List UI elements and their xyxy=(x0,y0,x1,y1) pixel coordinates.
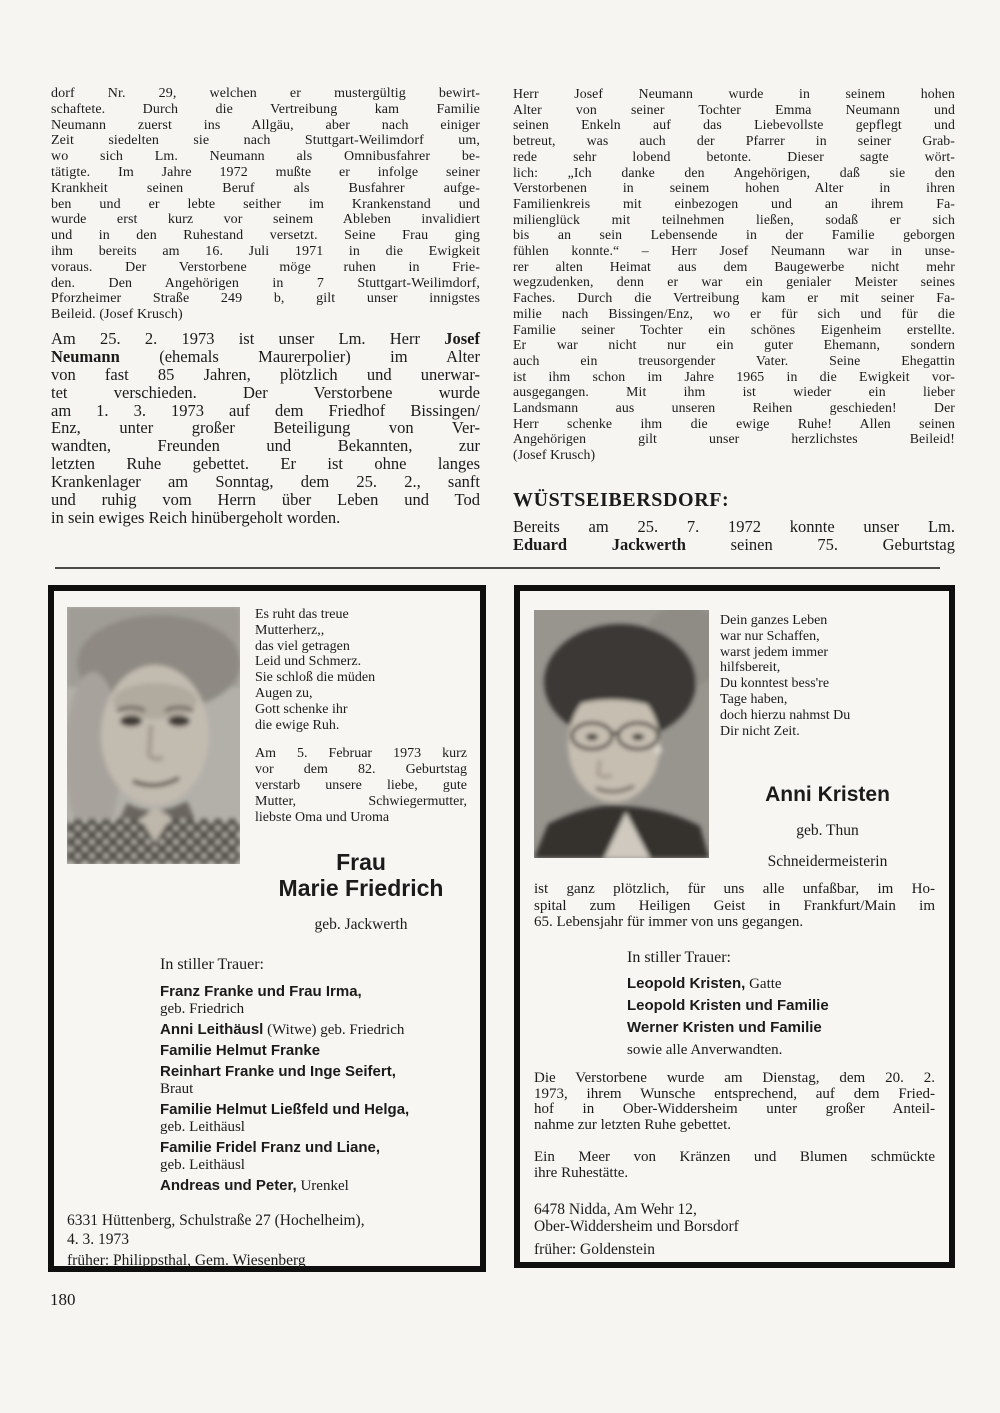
verse-line: warst jedem immer xyxy=(720,644,829,660)
mourner-name-line xyxy=(160,983,467,1001)
text-line: auch ein treusorgender Vater. Seine Ehegattin xyxy=(513,352,955,368)
verse-line: Es ruht das treue xyxy=(255,607,349,622)
article-column-right xyxy=(513,86,955,554)
text-line: verstarb unsere liebe, gute xyxy=(255,777,467,793)
text-line: Angehörigen gilt unser herzlichstes Beileid! xyxy=(513,431,955,447)
text-line: in sein ewiges Reich hinübergeholt worden. xyxy=(51,508,341,528)
paragraph-neumann-obit-2 xyxy=(51,330,480,527)
text-line: seinen Enkeln auf das Liebevollste gepflegt und xyxy=(513,117,955,133)
paragraph-continuation xyxy=(51,366,480,527)
text-line: Ein Meer von Kränzen und Blumen schmückte xyxy=(534,1148,935,1165)
mourner-entry xyxy=(160,1042,467,1060)
text-line: Beileid. (Josef Krusch) xyxy=(51,307,183,323)
text-line: ben und er lebte seither im Krankenstand und xyxy=(51,196,480,212)
mourner-entry xyxy=(627,997,935,1015)
article-column-left xyxy=(51,86,480,527)
mourner-subline: geb. Leithäusl xyxy=(160,1157,245,1174)
death-notice-marie-friedrich xyxy=(48,585,486,1272)
text-line: letzten Ruhe gebettet. Er ist ohne langes xyxy=(51,454,480,474)
mourner-entry xyxy=(627,1041,935,1059)
text-line: rede sehr lobend betonte. Dieser sagte wört- xyxy=(513,148,955,164)
text-line: Faches. Durch die Vertreibung kam er mit seiner Fa- xyxy=(513,290,955,306)
address-line: Ober-Widdersheim und Borsdorf xyxy=(534,1218,739,1236)
text-line: lich: „Ich danke den Angehörigen, daß sie den xyxy=(513,164,955,180)
text-segment: Am 25. 2. 1973 ist unser Lm. Herr xyxy=(51,328,445,348)
text-line: von fast 85 Jahren, plötzlich und unerwar- xyxy=(51,364,480,384)
horizontal-divider xyxy=(55,567,940,569)
verse-line: Gott schenke ihr xyxy=(255,701,348,717)
mourner-entry xyxy=(627,975,935,993)
mourner-entry xyxy=(160,1101,467,1136)
mourner-name: Familie Fridel Franz und Liane, xyxy=(160,1139,381,1157)
deceased-birth-name: geb. Thun xyxy=(796,822,859,840)
mourner-name-line xyxy=(627,1019,935,1037)
section-heading-wuestseibersdorf: WÜSTSEIBERSDORF: xyxy=(513,488,730,511)
text-line: Krankheit seinen Beruf als Busfahrer aufge- xyxy=(51,180,480,196)
memorial-verse xyxy=(720,613,935,739)
text-line: ihre Ruhestätte. xyxy=(534,1164,629,1181)
mourner-name: Andreas und Peter, xyxy=(160,1177,297,1195)
address-block xyxy=(534,1201,935,1259)
deceased-birth-name: geb. Jackwerth xyxy=(314,916,408,934)
mourner-subline: Braut xyxy=(160,1081,194,1098)
mourner-name-line xyxy=(627,975,935,993)
verse-line: hilfsbereit, xyxy=(720,660,781,676)
bold-name: Neumann xyxy=(51,346,120,366)
text-line: und in den Ruhestand versetzt. Seine Frau ging xyxy=(51,228,480,244)
verse-line: Dein ganzes Leben xyxy=(720,613,828,628)
text-line: Landsmann aus unseren Reihen geschieden! Der xyxy=(513,400,955,416)
verse-line: die ewige Ruh. xyxy=(255,717,340,733)
memorial-verse xyxy=(255,607,467,733)
text-line: Zeit siedelten sie nach Stuttgart-Weilimdorf um, xyxy=(51,133,480,149)
text-line: ist ganz plötzlich, für uns alle unfaßbar, im Ho- xyxy=(534,881,935,898)
text-line: hof in Ober-Widdersheim unter großer Anteil- xyxy=(534,1101,935,1118)
address-line: früher: Goldenstein xyxy=(534,1240,655,1258)
text-line: tätigte. Im Jahre 1972 mußte er infolge seiner xyxy=(51,164,480,180)
death-announcement-text xyxy=(534,881,935,930)
text-line: rer alten Heimat aus dem Baugewerbe nicht mehr xyxy=(513,258,955,274)
text-line: fühlen konnte.“ – Herr Josef Neumann war in unse- xyxy=(513,243,955,259)
bold-name: Eduard Jackwerth xyxy=(513,534,686,554)
text-line: 1973, ihrem Wunsche entsprechend, auf dem Fried- xyxy=(534,1085,935,1102)
text-line: nahme zur letzten Ruhe gebettet. xyxy=(534,1117,731,1134)
text-line: voraus. Der Verstorbene möge ruhen in Frie- xyxy=(51,259,480,275)
verse-line: Du konntest bess're xyxy=(720,676,830,692)
mourner-entry xyxy=(160,1063,467,1098)
page-number: 180 xyxy=(50,1290,76,1309)
text-line: Krankenlager am Sonntag, dem 25. 2., sanft xyxy=(51,472,480,492)
deceased-profession: Schneidermeisterin xyxy=(767,853,888,871)
verse-line: Tage haben, xyxy=(720,691,788,707)
text-line: Familienkreis mit einbezogen und an ihrem Fa- xyxy=(513,195,955,211)
text-line: Neumann zuerst ins Allgäu, aber nach einiger xyxy=(51,117,480,133)
text-line: wo sich Lm. Neumann als Omnibusfahrer be- xyxy=(51,149,480,165)
death-announcement-text xyxy=(255,746,467,825)
mourning-label: In stiller Trauer: xyxy=(627,949,731,967)
mourner-entry xyxy=(160,983,467,1018)
mourner-name-line xyxy=(160,1139,467,1157)
paragraph-neumann-obit-3 xyxy=(513,86,955,463)
text-line: (Josef Krusch) xyxy=(513,447,596,463)
mourner-name-line xyxy=(160,1177,467,1195)
paragraph-neumann-obit-1 xyxy=(51,86,480,323)
verse-line: Sie schloß die müden xyxy=(255,670,376,686)
verse-and-name-column xyxy=(709,610,935,871)
mourner-entry xyxy=(160,1177,467,1195)
text-line: tet verschieden. Der Verstorbene wurde xyxy=(51,382,480,402)
mourner-name: Leopold Kristen, xyxy=(627,975,746,993)
mourner-name-line xyxy=(627,997,935,1015)
death-notice-anni-kristen xyxy=(514,585,955,1268)
mourner-relation: Urenkel xyxy=(296,1178,349,1195)
text-line: spital zum Heiligen Geist in Frankfurt/Main im xyxy=(534,897,935,914)
text-line: vor dem 82. Geburtstag xyxy=(255,762,467,778)
mourner-name-line xyxy=(160,1042,467,1060)
address-line: 6331 Hüttenberg, Schulstraße 27 (Hochelheim), xyxy=(67,1212,365,1230)
verse-line: das viel getragen xyxy=(255,638,350,654)
text-line: Am 5. Februar 1973 kurz xyxy=(255,746,467,762)
mourner-entry xyxy=(627,1019,935,1037)
text-segment: seinen 75. Geburtstag xyxy=(685,534,955,554)
text-line: Alter von seiner Tochter Emma Neumann und xyxy=(513,101,955,117)
mourner-name: Familie Helmut Franke xyxy=(160,1042,321,1060)
text-line: Mutter, Schwiegermutter, xyxy=(255,793,467,809)
text-line: Herr Josef Neumann wurde in seinem hohen xyxy=(513,86,955,101)
text-line: dorf Nr. 29, welchen er mustergültig bewirt- xyxy=(51,86,480,101)
mourner-name-line xyxy=(160,1063,467,1081)
text-line: liebste Oma und Uroma xyxy=(255,809,390,825)
text-line: wurde erst kurz vor seinem Ableben invalidiert xyxy=(51,212,480,228)
mourners-list xyxy=(160,983,467,1195)
text-line: wandten, Freunden und Bekannten, zur xyxy=(51,436,480,456)
text-line: milienglück mit teilnehmen ließen, sodaß er sich xyxy=(513,211,955,227)
text-line xyxy=(51,330,480,348)
address-line: 4. 3. 1973 xyxy=(67,1231,129,1249)
text-line xyxy=(513,536,955,554)
mourner-name: Familie Helmut Ließfeld und Helga, xyxy=(160,1101,410,1119)
mourners-list xyxy=(627,975,935,1059)
mourner-name: Leopold Kristen und Familie xyxy=(627,997,829,1015)
mourner-relation: sowie alle Anverwandten. xyxy=(627,1042,783,1059)
verse-and-title-column xyxy=(240,607,467,934)
mourner-name: Reinhart Franke und Inge Seifert, xyxy=(160,1063,396,1081)
text-segment: (ehemals Maurerpolier) im Alter xyxy=(119,346,480,366)
text-line: Familie seiner Tochter ein schönes Eigenheim erstellte. xyxy=(513,321,955,337)
verse-line: war nur Schaffen, xyxy=(720,628,820,644)
portrait-photo-marie-friedrich xyxy=(67,607,240,864)
address-line: früher: Philippsthal, Gem. Wiesenberg xyxy=(67,1252,306,1270)
text-line: 65. Lebensjahr für immer von uns gegangen. xyxy=(534,913,804,930)
text-line: Er war nicht nur ein guter Ehemann, sondern xyxy=(513,337,955,353)
flowers-paragraph xyxy=(534,1149,935,1181)
deceased-name: Marie Friedrich xyxy=(278,875,444,902)
mourner-name-line xyxy=(160,1101,467,1119)
deceased-title: Frau xyxy=(336,849,386,876)
mourner-subline: geb. Leithäusl xyxy=(160,1119,245,1136)
address-line: 6478 Nidda, Am Wehr 12, xyxy=(534,1200,697,1218)
text-line: Herr schenke ihm die ewige Ruhe! Allen seinen xyxy=(513,415,955,431)
text-line: Verstorbenen in seinem hohen Alter in ihren xyxy=(513,180,955,196)
mourner-name: Franz Franke und Frau Irma, xyxy=(160,983,362,1001)
mourner-name: Werner Kristen und Familie xyxy=(627,1019,822,1037)
mourner-relation: Gatte xyxy=(745,976,782,993)
mourner-relation: (Witwe) geb. Friedrich xyxy=(263,1022,405,1039)
text-line: und ruhig vom Herrn über Leben und Tod xyxy=(51,490,480,510)
text-line: bis an sein Lebensende in der Familie geborgen xyxy=(513,227,955,243)
text-line: den. Den Angehörigen in 7 Stuttgart-Weilimdorf, xyxy=(51,275,480,291)
text-line xyxy=(51,348,480,366)
text-line: Pforzheimer Straße 249 b, gilt unser innigstes xyxy=(51,291,480,307)
verse-line: Dir nicht Zeit. xyxy=(720,723,800,739)
text-line: milie nach Bissingen/Enz, wo er für sich und für die xyxy=(513,305,955,321)
mourner-name-line xyxy=(160,1021,467,1039)
text-line: ausgegangen. Mit ihm ist wieder ein lieber xyxy=(513,384,955,400)
mourner-name-line xyxy=(627,1041,935,1059)
verse-line: Mutterherz,, xyxy=(255,622,325,638)
mourning-label: In stiller Trauer: xyxy=(160,956,264,974)
photo-and-verse-row xyxy=(67,607,467,934)
address-block xyxy=(67,1212,467,1269)
text-line: wegzudenken, denn er war ein genialer Meister seines xyxy=(513,274,955,290)
mourner-entry xyxy=(160,1139,467,1174)
mourner-name: Anni Leithäusl xyxy=(160,1021,264,1039)
mourner-entry xyxy=(160,1021,467,1039)
text-line: am 1. 3. 1973 auf dem Friedhof Bissingen/ xyxy=(51,400,480,420)
burial-paragraph xyxy=(534,1071,935,1133)
text-line: Die Verstorbene wurde am Dienstag, dem 20. 2. xyxy=(534,1070,935,1087)
text-line: ihm bereits am 16. Juli 1971 in die Ewigkeit xyxy=(51,243,480,259)
paragraph-jackwerth xyxy=(513,518,955,554)
text-line: schaftete. Durch die Vertreibung kam Familie xyxy=(51,101,480,117)
mourner-subline: geb. Friedrich xyxy=(160,1001,245,1018)
verse-line: doch hierzu nahmst Du xyxy=(720,707,851,723)
text-line: Bereits am 25. 7. 1972 konnte unser Lm. xyxy=(513,516,955,536)
deceased-name: Anni Kristen xyxy=(765,783,890,807)
verse-line: Leid und Schmerz. xyxy=(255,654,362,670)
text-line: betreut, was auch der Pfarrer in seiner Grab- xyxy=(513,133,955,149)
text-line: ist ihm schon im Jahre 1965 in die Ewigkeit vor- xyxy=(513,368,955,384)
portrait-photo-anni-kristen xyxy=(534,610,709,858)
photo-and-verse-row xyxy=(534,610,935,871)
text-line: Enz, unter großer Beteiligung von Ver- xyxy=(51,418,480,438)
verse-line: Augen zu, xyxy=(255,685,313,701)
bold-name: Josef xyxy=(444,328,480,348)
